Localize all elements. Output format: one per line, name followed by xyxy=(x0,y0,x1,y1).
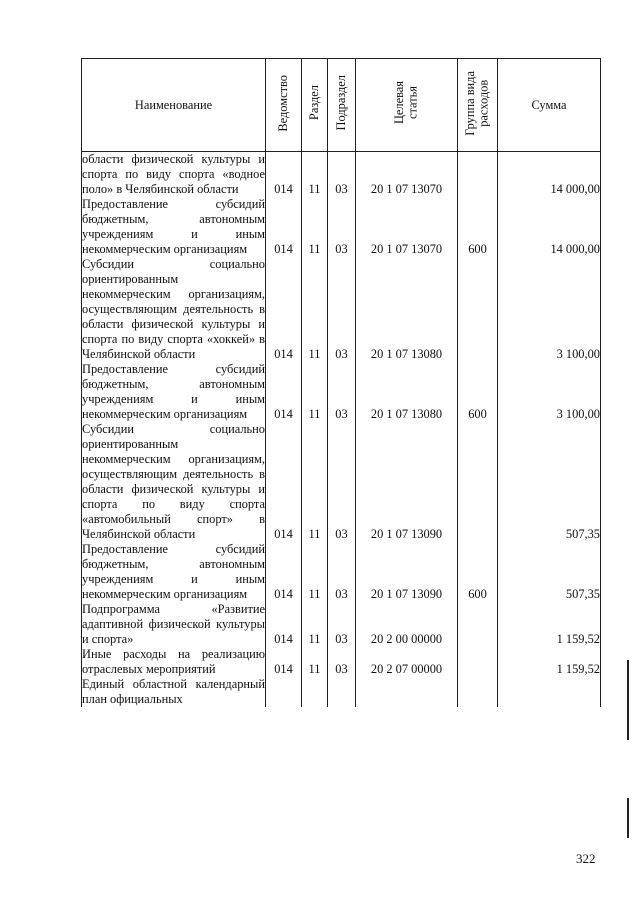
budget-table xyxy=(81,58,601,707)
row-expense-group xyxy=(458,602,498,647)
row-sum: 1 159,52 xyxy=(498,647,601,677)
row-sum: 507,35 xyxy=(498,422,601,542)
row-sum: 3 100,00 xyxy=(498,362,601,422)
row-expense-group: 600 xyxy=(458,542,498,602)
row-target-article: 20 2 07 00000 xyxy=(356,647,458,677)
row-target-article: 20 2 00 00000 xyxy=(356,602,458,647)
header-subsection: Подраздел xyxy=(328,59,356,152)
row-subsection: 03 xyxy=(328,257,356,362)
row-expense-group xyxy=(458,647,498,677)
row-target-article: 20 1 07 13090 xyxy=(356,542,458,602)
row-name: Иные расходы на реализацию отраслевых мероприятий xyxy=(82,647,265,676)
row-sum: 1 159,52 xyxy=(498,602,601,647)
row-section: 11 xyxy=(302,542,328,602)
header-section: Раздел xyxy=(302,59,328,152)
row-target-article: 20 1 07 13070 xyxy=(356,197,458,257)
row-department: 014 xyxy=(266,422,302,542)
page-number: 322 xyxy=(576,851,596,866)
scan-edge-mark xyxy=(627,660,629,740)
table-row xyxy=(82,647,601,677)
row-name: Подпрограмма «Развитие адаптивной физической культуры и спорта» xyxy=(82,602,265,646)
row-subsection: 03 xyxy=(328,542,356,602)
row-expense-group xyxy=(458,257,498,362)
table-row xyxy=(82,542,601,602)
row-target-article: 20 1 07 13080 xyxy=(356,257,458,362)
row-subsection xyxy=(328,677,356,707)
table-row xyxy=(82,257,601,362)
row-department: 014 xyxy=(266,602,302,647)
row-section: 11 xyxy=(302,602,328,647)
row-expense-group xyxy=(458,152,498,198)
scan-edge-mark xyxy=(627,798,629,838)
row-subsection: 03 xyxy=(328,647,356,677)
row-sum: 14 000,00 xyxy=(498,197,601,257)
table-row xyxy=(82,362,601,422)
row-sum: 507,35 xyxy=(498,542,601,602)
row-department xyxy=(266,677,302,707)
header-name: Наименование xyxy=(82,59,266,152)
row-name: Предоставление субсидий бюджетным, автономным учреждениям и иным некоммерческим организациям xyxy=(82,197,265,256)
row-expense-group: 600 xyxy=(458,362,498,422)
row-department: 014 xyxy=(266,362,302,422)
row-subsection: 03 xyxy=(328,152,356,198)
row-expense-group xyxy=(458,422,498,542)
row-name: Предоставление субсидий бюджетным, автономным учреждениям и иным некоммерческим организациям xyxy=(82,362,265,421)
row-section: 11 xyxy=(302,257,328,362)
table-header-row xyxy=(82,59,601,152)
row-sum xyxy=(498,677,601,707)
row-section xyxy=(302,677,328,707)
table-row xyxy=(82,197,601,257)
row-subsection: 03 xyxy=(328,602,356,647)
table-row xyxy=(82,602,601,647)
row-target-article: 20 1 07 13070 xyxy=(356,152,458,198)
row-target-article: 20 1 07 13090 xyxy=(356,422,458,542)
row-name: Субсидии социально ориентированным некоммерческим организациям, осуществляющим деятельность в области физической культуры и спорта по виду спорта «хоккей» в Челябинской области xyxy=(82,257,265,361)
row-department: 014 xyxy=(266,647,302,677)
row-name: Единый областной календарный план официальных xyxy=(82,677,265,706)
header-target-article: Целевая статья xyxy=(356,59,458,152)
row-subsection: 03 xyxy=(328,362,356,422)
header-expense-group: Группа вида расходов xyxy=(458,59,498,152)
table-row xyxy=(82,677,601,707)
header-department: Ведомство xyxy=(266,59,302,152)
row-section: 11 xyxy=(302,152,328,198)
row-target-article: 20 1 07 13080 xyxy=(356,362,458,422)
header-sum: Сумма xyxy=(498,59,601,152)
table-row xyxy=(82,422,601,542)
table-row xyxy=(82,152,601,198)
row-subsection: 03 xyxy=(328,422,356,542)
row-section: 11 xyxy=(302,197,328,257)
row-sum: 14 000,00 xyxy=(498,152,601,198)
row-department: 014 xyxy=(266,197,302,257)
row-section: 11 xyxy=(302,362,328,422)
row-department: 014 xyxy=(266,542,302,602)
row-department: 014 xyxy=(266,257,302,362)
row-expense-group: 600 xyxy=(458,197,498,257)
row-name: Субсидии социально ориентированным некоммерческим организациям, осуществляющим деятельность в области физической культуры и спорта по виду спорта «автомобильный спорт» в Челябинской области xyxy=(82,422,265,541)
row-section: 11 xyxy=(302,422,328,542)
row-name: Предоставление субсидий бюджетным, автономным учреждениям и иным некоммерческим организациям xyxy=(82,542,265,601)
row-department: 014 xyxy=(266,152,302,198)
row-section: 11 xyxy=(302,647,328,677)
row-name: области физической культуры и спорта по виду спорта «водное поло» в Челябинской области xyxy=(82,152,265,196)
row-target-article xyxy=(356,677,458,707)
row-subsection: 03 xyxy=(328,197,356,257)
row-sum: 3 100,00 xyxy=(498,257,601,362)
row-expense-group xyxy=(458,677,498,707)
